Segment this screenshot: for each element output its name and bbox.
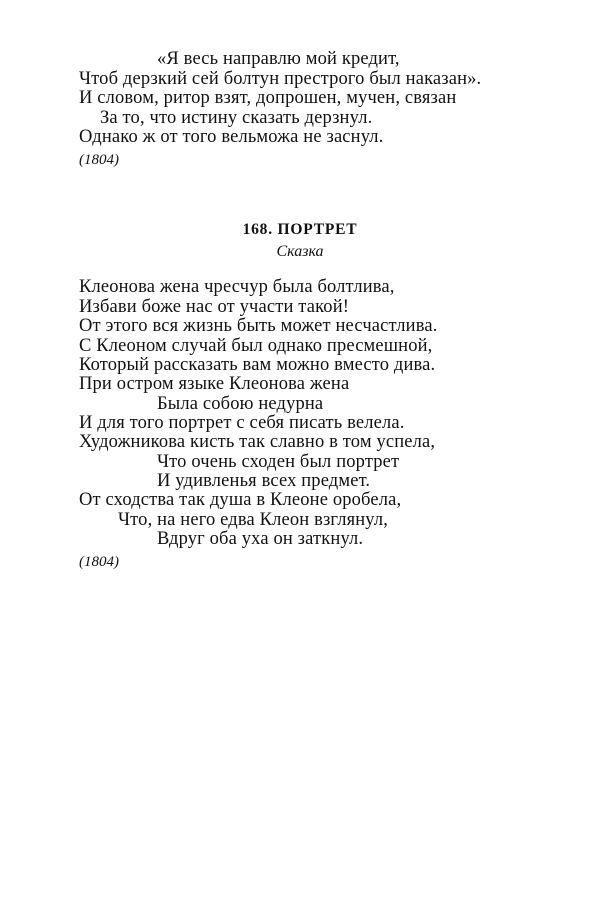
poem-line: Что очень сходен был портрет <box>157 452 400 472</box>
poem-year: (1804) <box>79 152 119 168</box>
poem-line: От этого вся жизнь быть может несчастлива. <box>79 316 438 336</box>
poem-line: Избави боже нас от участи такой! <box>79 297 350 317</box>
poem-line: Что, на него едва Клеон взглянул, <box>118 510 389 530</box>
poem-year: (1804) <box>79 554 119 570</box>
poem-line: Однако ж от того вельможа не заснул. <box>79 127 384 147</box>
poem-line: «Я весь направлю мой кредит, <box>157 49 400 69</box>
poem-line: За то, что истину сказать дерзнул. <box>100 108 373 128</box>
poem-line: При остром языке Клеонова жена <box>79 374 350 394</box>
poem-line: Художникова кисть так славно в том успела, <box>79 432 436 452</box>
poem-line: Была собою недурна <box>157 394 324 414</box>
poem-line: И словом, ритор взят, допрошен, мучен, связан <box>79 88 457 108</box>
poem-line: Клеонова жена чресчур была болтлива, <box>79 277 395 297</box>
poem-line: С Клеоном случай был однако пресмешной, <box>79 336 433 356</box>
poem-line: И для того портрет с себя писать велела. <box>79 413 405 433</box>
poem-line: Чтоб дерзкий сей болтун престрого был наказан». <box>79 69 482 89</box>
poem-heading: 168. ПОРТРЕТ <box>242 221 358 238</box>
poem-line: От сходства так душа в Клеоне оробела, <box>79 490 402 510</box>
poem-line: И удивленья всех предмет. <box>157 471 371 491</box>
poem-line: Вдруг оба уха он заткнул. <box>157 529 364 549</box>
poem-subtitle: Сказка <box>276 243 324 260</box>
poem-line: Который рассказать вам можно вместо дива. <box>79 355 436 375</box>
